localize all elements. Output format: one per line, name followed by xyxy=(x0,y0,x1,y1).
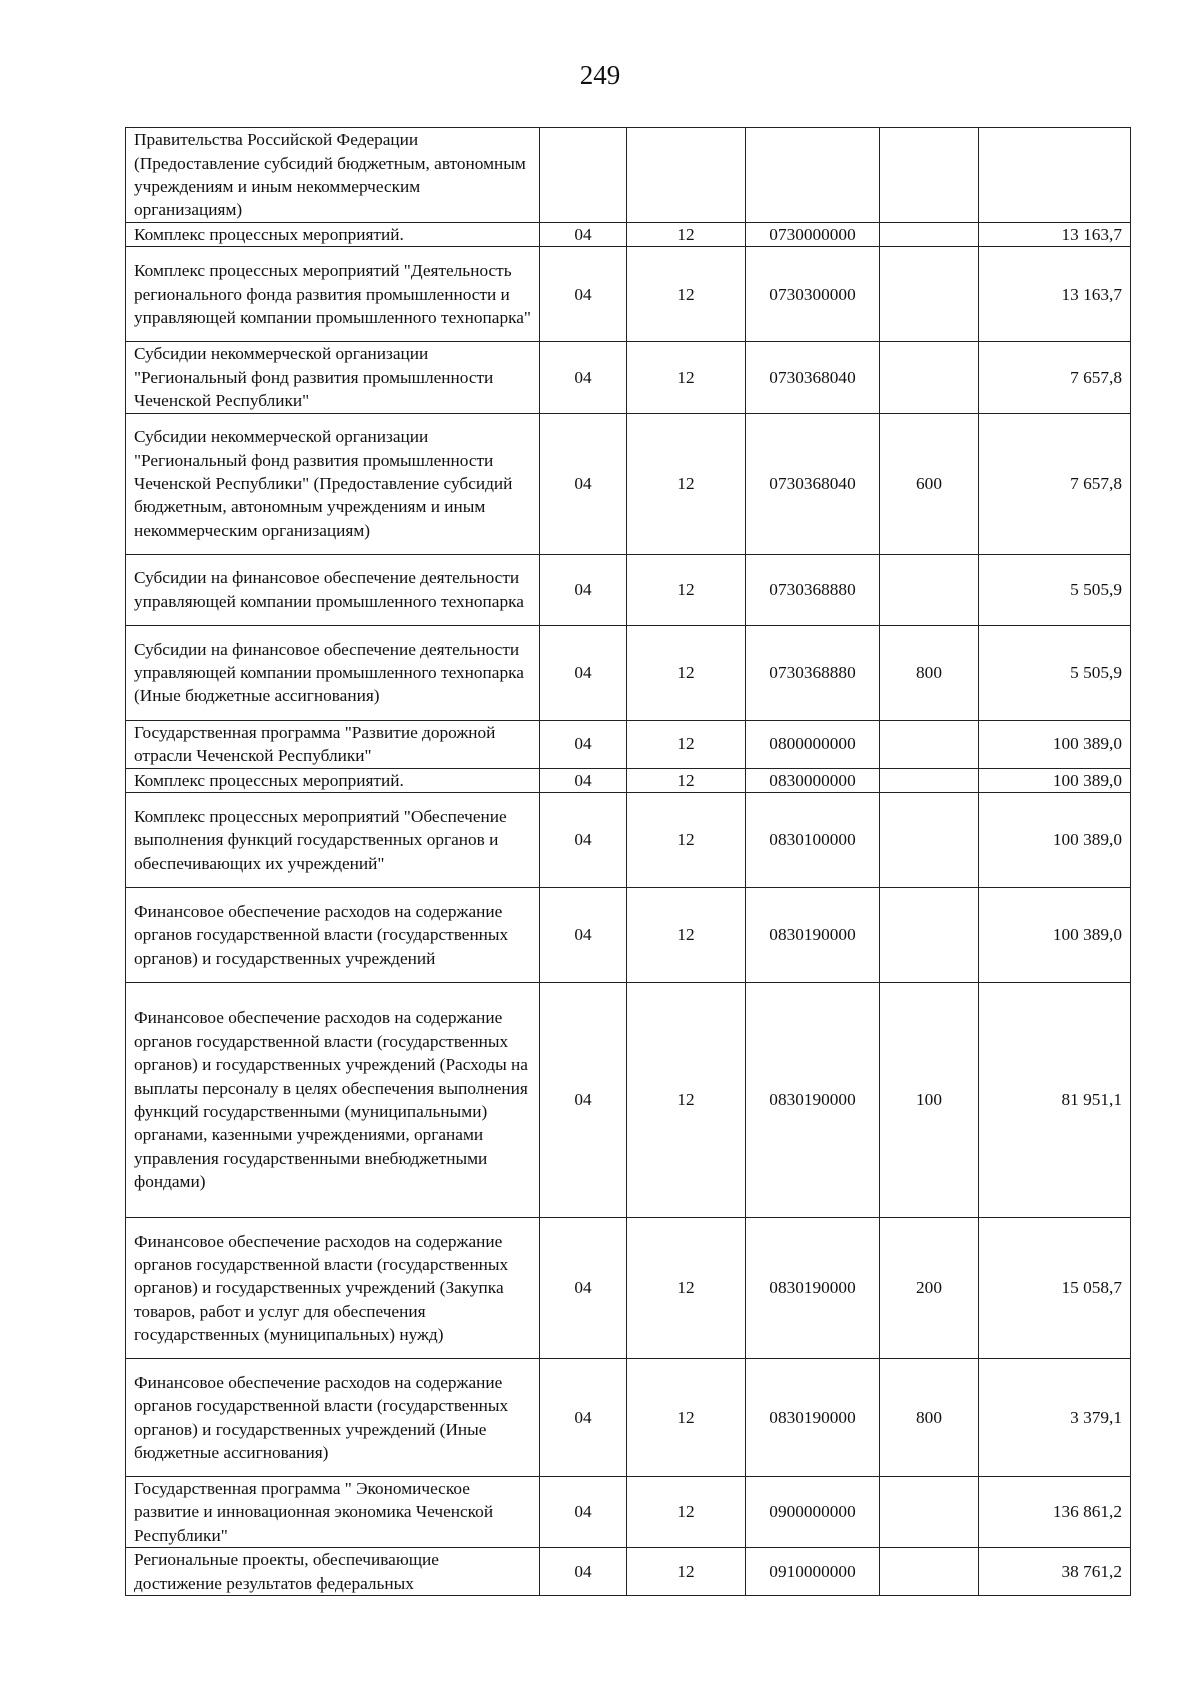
row-name-cell: Комплекс процессных мероприятий "Обеспечение выполнения функций государственных органов и обеспечивающих их учреждений" xyxy=(126,793,540,888)
expense-type-cell: 800 xyxy=(880,1359,979,1477)
section-code-cell: 04 xyxy=(540,1359,627,1477)
row-name-cell: Комплекс процессных мероприятий "Деятельность регионального фонда развития промышленности и управляющей компании промышленного технопарка" xyxy=(126,247,540,342)
expense-type-cell: 600 xyxy=(880,413,979,554)
section-code-cell: 04 xyxy=(540,554,627,625)
subsection-code-cell: 12 xyxy=(627,247,746,342)
target-article-cell: 0730300000 xyxy=(746,247,880,342)
amount-cell: 13 163,7 xyxy=(979,247,1131,342)
section-code-cell: 04 xyxy=(540,342,627,413)
table-row xyxy=(126,1477,1131,1548)
expense-type-cell xyxy=(880,720,979,768)
section-code-cell: 04 xyxy=(540,1548,627,1596)
table-row xyxy=(126,223,1131,247)
target-article-cell: 0800000000 xyxy=(746,720,880,768)
budget-table xyxy=(125,127,1131,1596)
amount-cell: 100 389,0 xyxy=(979,768,1131,792)
subsection-code-cell: 12 xyxy=(627,223,746,247)
target-article-cell: 0830190000 xyxy=(746,888,880,983)
expense-type-cell: 200 xyxy=(880,1218,979,1359)
row-name-cell: Правительства Российской Федерации (Предоставление субсидий бюджетным, автономным учреждениям и иным некоммерческим организациям) xyxy=(126,128,540,223)
amount-cell: 5 505,9 xyxy=(979,554,1131,625)
target-article-cell: 0730000000 xyxy=(746,223,880,247)
subsection-code-cell: 12 xyxy=(627,1218,746,1359)
amount-cell: 13 163,7 xyxy=(979,223,1131,247)
section-code-cell: 04 xyxy=(540,223,627,247)
expense-type-cell xyxy=(880,1477,979,1548)
expense-type-cell: 800 xyxy=(880,625,979,720)
table-row xyxy=(126,1218,1131,1359)
expense-type-cell xyxy=(880,768,979,792)
section-code-cell: 04 xyxy=(540,247,627,342)
section-code-cell: 04 xyxy=(540,1218,627,1359)
row-name-cell: Региональные проекты, обеспечивающие достижение результатов федеральных xyxy=(126,1548,540,1596)
amount-cell: 136 861,2 xyxy=(979,1477,1131,1548)
row-name-cell: Финансовое обеспечение расходов на содержание органов государственной власти (государственных органов) и государственных учреждений xyxy=(126,888,540,983)
subsection-code-cell: 12 xyxy=(627,413,746,554)
target-article-cell: 0900000000 xyxy=(746,1477,880,1548)
expense-type-cell xyxy=(880,223,979,247)
subsection-code-cell: 12 xyxy=(627,1359,746,1477)
subsection-code-cell: 12 xyxy=(627,888,746,983)
table-row xyxy=(126,720,1131,768)
page-number: 249 xyxy=(579,60,621,90)
row-name-cell: Финансовое обеспечение расходов на содержание органов государственной власти (государственных органов) и государственных учреждений (Расходы на выплаты персоналу в целях обеспечения выполнения функций государственными (муниципальными) органами, казенными учреждениями, органами управления государственными внебюджетными фондами) xyxy=(126,983,540,1218)
amount-cell: 7 657,8 xyxy=(979,413,1131,554)
expense-type-cell xyxy=(880,888,979,983)
amount-cell xyxy=(979,128,1131,223)
expense-type-cell xyxy=(880,793,979,888)
row-name-cell: Комплекс процессных мероприятий. xyxy=(126,223,540,247)
table-row xyxy=(126,128,1131,223)
target-article-cell: 0730368880 xyxy=(746,554,880,625)
section-code-cell: 04 xyxy=(540,983,627,1218)
amount-cell: 3 379,1 xyxy=(979,1359,1131,1477)
target-article-cell: 0830190000 xyxy=(746,983,880,1218)
expense-type-cell xyxy=(880,342,979,413)
table-row xyxy=(126,793,1131,888)
amount-cell: 100 389,0 xyxy=(979,888,1131,983)
amount-cell: 81 951,1 xyxy=(979,983,1131,1218)
subsection-code-cell: 12 xyxy=(627,983,746,1218)
amount-cell: 100 389,0 xyxy=(979,720,1131,768)
section-code-cell: 04 xyxy=(540,1477,627,1548)
table-row xyxy=(126,413,1131,554)
expense-type-cell: 100 xyxy=(880,983,979,1218)
row-name-cell: Финансовое обеспечение расходов на содержание органов государственной власти (государственных органов) и государственных учреждений (Иные бюджетные ассигнования) xyxy=(126,1359,540,1477)
row-name-cell: Субсидии на финансовое обеспечение деятельности управляющей компании промышленного технопарка (Иные бюджетные ассигнования) xyxy=(126,625,540,720)
subsection-code-cell: 12 xyxy=(627,1548,746,1596)
target-article-cell: 0730368040 xyxy=(746,413,880,554)
table-row xyxy=(126,1359,1131,1477)
row-name-cell: Субсидии на финансовое обеспечение деятельности управляющей компании промышленного технопарка xyxy=(126,554,540,625)
target-article-cell xyxy=(746,128,880,223)
subsection-code-cell xyxy=(627,128,746,223)
section-code-cell xyxy=(540,128,627,223)
target-article-cell: 0910000000 xyxy=(746,1548,880,1596)
row-name-cell: Комплекс процессных мероприятий. xyxy=(126,768,540,792)
subsection-code-cell: 12 xyxy=(627,1477,746,1548)
subsection-code-cell: 12 xyxy=(627,768,746,792)
target-article-cell: 0830100000 xyxy=(746,793,880,888)
expense-type-cell xyxy=(880,128,979,223)
target-article-cell: 0830190000 xyxy=(746,1359,880,1477)
row-name-cell: Субсидии некоммерческой организации "Региональный фонд развития промышленности Чеченской Республики" (Предоставление субсидий бюджетным, автономным учреждениям и иным некоммерческим организациям) xyxy=(126,413,540,554)
subsection-code-cell: 12 xyxy=(627,793,746,888)
section-code-cell: 04 xyxy=(540,720,627,768)
section-code-cell: 04 xyxy=(540,793,627,888)
table-row xyxy=(126,554,1131,625)
table-row xyxy=(126,247,1131,342)
amount-cell: 7 657,8 xyxy=(979,342,1131,413)
amount-cell: 5 505,9 xyxy=(979,625,1131,720)
row-name-cell: Государственная программа "Развитие дорожной отрасли Чеченской Республики" xyxy=(126,720,540,768)
section-code-cell: 04 xyxy=(540,768,627,792)
row-name-cell: Субсидии некоммерческой организации "Региональный фонд развития промышленности Чеченской Республики" xyxy=(126,342,540,413)
amount-cell: 15 058,7 xyxy=(979,1218,1131,1359)
target-article-cell: 0730368040 xyxy=(746,342,880,413)
expense-type-cell xyxy=(880,247,979,342)
target-article-cell: 0830000000 xyxy=(746,768,880,792)
expense-type-cell xyxy=(880,554,979,625)
expense-type-cell xyxy=(880,1548,979,1596)
table-row xyxy=(126,1548,1131,1596)
table-row xyxy=(126,768,1131,792)
amount-cell: 38 761,2 xyxy=(979,1548,1131,1596)
target-article-cell: 0730368880 xyxy=(746,625,880,720)
table-row xyxy=(126,983,1131,1218)
table-row xyxy=(126,888,1131,983)
subsection-code-cell: 12 xyxy=(627,342,746,413)
row-name-cell: Финансовое обеспечение расходов на содержание органов государственной власти (государственных органов) и государственных учреждений (Закупка товаров, работ и услуг для обеспечения государственных (муниципальных) нужд) xyxy=(126,1218,540,1359)
section-code-cell: 04 xyxy=(540,413,627,554)
amount-cell: 100 389,0 xyxy=(979,793,1131,888)
row-name-cell: Государственная программа " Экономическое развитие и инновационная экономика Чеченской Республики" xyxy=(126,1477,540,1548)
table-row xyxy=(126,625,1131,720)
section-code-cell: 04 xyxy=(540,625,627,720)
subsection-code-cell: 12 xyxy=(627,554,746,625)
section-code-cell: 04 xyxy=(540,888,627,983)
target-article-cell: 0830190000 xyxy=(746,1218,880,1359)
subsection-code-cell: 12 xyxy=(627,625,746,720)
table-row xyxy=(126,342,1131,413)
subsection-code-cell: 12 xyxy=(627,720,746,768)
